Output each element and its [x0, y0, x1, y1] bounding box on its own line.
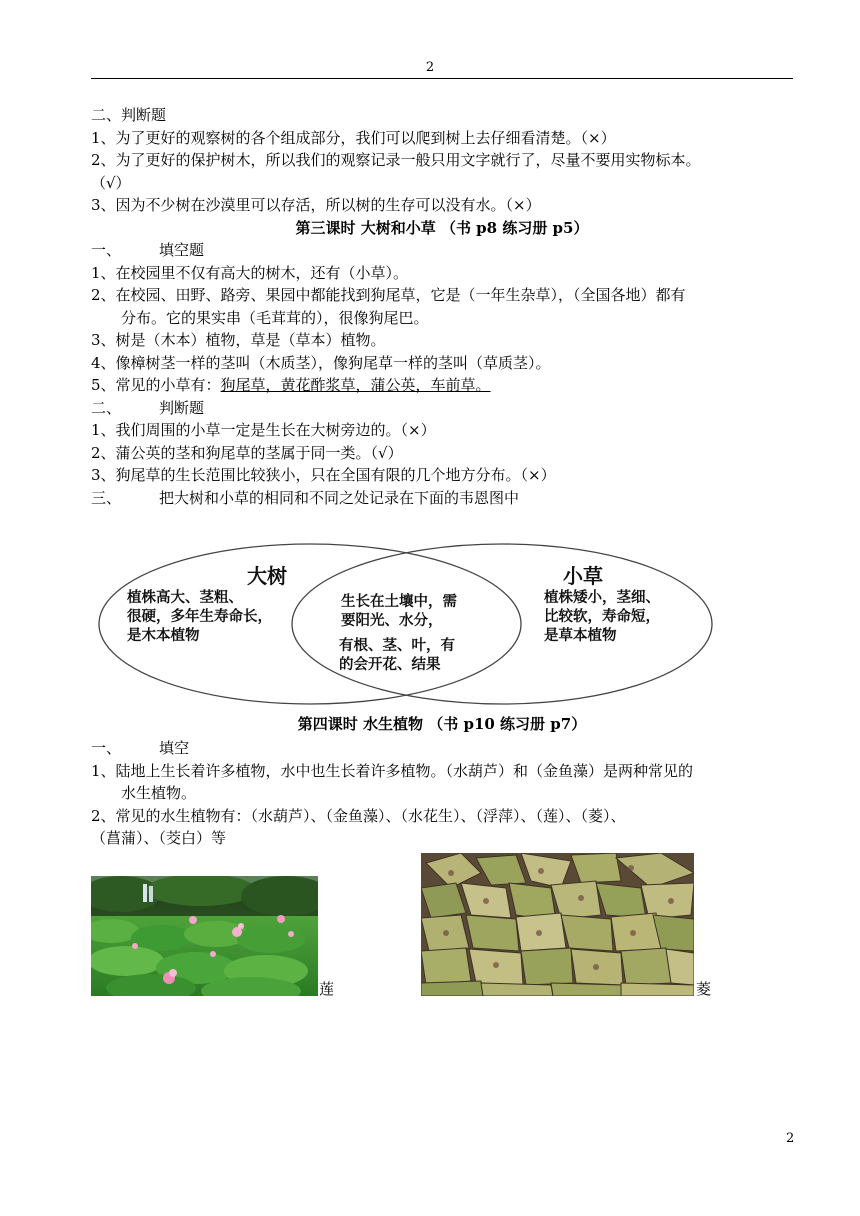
lesson4-item-2-cont: （菖蒲）、（茭白）等 — [91, 829, 227, 847]
venn-left-text — [127, 589, 272, 646]
venn-middle-line-4: 的会开花、结果 — [339, 657, 441, 673]
header-page-number: 2 — [425, 60, 435, 75]
lesson3-judge-heading-num: 二、 — [91, 398, 122, 417]
lesson3-fill-heading — [91, 239, 793, 262]
lesson4-item-1-cont: 水生植物。 — [121, 784, 197, 802]
lesson3-fill-item-5-answer: 狗尾草，黄花酢浆草，蒲公英，车前草。 — [220, 376, 491, 394]
venn-middle-text-2 — [339, 637, 455, 675]
venn-left-line-2: 很硬，多年生寿命长， — [127, 609, 272, 625]
water-caltrop-photo — [421, 853, 694, 996]
page-body-upper — [91, 104, 793, 509]
lesson3-fill-item-1: 1、在校园里不仅有高大的树木，还有（小草）。 — [91, 263, 409, 282]
venn-right-line-2: 比较软，寿命短， — [544, 609, 660, 625]
lesson3-judge-heading-text: 判断题 — [159, 398, 205, 417]
judge-item-2: 2、为了更好的保护树木，所以我们的观察记录一般只用文字就行了，尽量不要用实物标本。 — [91, 151, 701, 169]
venn-left-line-3: 是木本植物 — [127, 628, 200, 644]
venn-left-title: 大树 — [247, 564, 287, 588]
lesson3-judge-heading — [91, 397, 793, 420]
lesson3-fill-item-2: 2、在校园、田野、路旁、果园中都能找到狗尾草，它是（一年生杂草），（全国各地）都有 — [91, 286, 686, 304]
lotus-caption: 莲 — [319, 980, 335, 998]
venn-middle-line-3: 有根、茎、叶，有 — [339, 638, 455, 654]
lesson3-judge-item-1: 1、我们周围的小草一定是生长在大树旁边的。（×） — [91, 421, 436, 439]
lesson3-fill-item-5-prefix: 5、常见的小草有： — [91, 376, 221, 394]
water-caltrop-caption: 菱 — [696, 980, 712, 998]
lesson4-item-2: 2、常见的水生植物有：（水葫芦）、（金鱼藻）、（水花生）、（浮萍）、（莲）、（菱）、 — [91, 806, 626, 825]
venn-middle-text-1 — [341, 593, 457, 631]
judge-heading: 二、判断题 — [91, 106, 167, 124]
venn-middle-line-1: 生长在土壤中，需 — [341, 594, 457, 610]
venn-right-title: 小草 — [563, 564, 603, 588]
venn-right-line-1: 植株矮小，茎细、 — [544, 590, 660, 606]
lesson4-fill-heading-text: 填空 — [159, 739, 190, 757]
judge-item-1: 1、为了更好的观察树的各个组成部分，我们可以爬到树上去仔细看清楚。（×） — [91, 128, 616, 147]
header-rule — [91, 78, 793, 79]
footer-page-number: 2 — [786, 1131, 795, 1146]
venn-right-line-3: 是草本植物 — [544, 628, 617, 644]
page-body-lower — [91, 737, 793, 850]
lesson3-venn-heading-text: 把大树和小草的相同和不同之处记录在下面的韦恩图中 — [159, 488, 520, 507]
lesson3-judge-item-2: 2、蒲公英的茎和狗尾草的茎属于同一类。（√） — [91, 443, 403, 462]
lesson4-fill-heading-num: 一、 — [91, 739, 122, 757]
lesson3-fill-item-5 — [91, 374, 793, 397]
lesson3-title: 第三课时 大树和小草 （书 p8 练习册 p5） — [295, 218, 589, 237]
venn-left-line-1: 植株高大、茎粗、 — [127, 590, 243, 606]
lesson3-judge-item-3: 3、狗尾草的生长范围比较狭小，只在全国有限的几个地方分布。（×） — [91, 466, 556, 484]
lesson3-fill-item-3: 3、树是（木本）植物，草是（草本）植物。 — [91, 331, 386, 349]
lesson3-venn-heading-num: 三、 — [91, 488, 122, 507]
judge-item-2-answer: （√） — [91, 173, 131, 192]
lesson3-fill-item-4: 4、像樟树茎一样的茎叫（木质茎），像狗尾草一样的茎叫（草质茎）。 — [91, 353, 551, 372]
lesson3-fill-heading-num: 一、 — [91, 241, 122, 259]
lesson4-title: 第四课时 水生植物 （书 p10 练习册 p7） — [297, 715, 587, 733]
lesson4-item-1: 1、陆地上生长着许多植物，水中也生长着许多植物。（水葫芦）和（金鱼藻）是两种常见的 — [91, 761, 694, 780]
venn-diagram — [95, 540, 715, 705]
lesson3-fill-item-2-cont: 分布。它的果实串（毛茸茸的），很像狗尾巴。 — [121, 308, 429, 327]
lesson4-fill-heading — [91, 737, 793, 760]
lotus-photo — [91, 876, 318, 996]
venn-right-text — [544, 589, 660, 646]
lesson3-fill-heading-text: 填空题 — [159, 241, 205, 259]
judge-item-3: 3、因为不少树在沙漠里可以存活，所以树的生存可以没有水。（×） — [91, 196, 541, 214]
lesson3-venn-heading — [91, 487, 793, 510]
venn-middle-line-2: 要阳光、水分， — [341, 613, 443, 629]
